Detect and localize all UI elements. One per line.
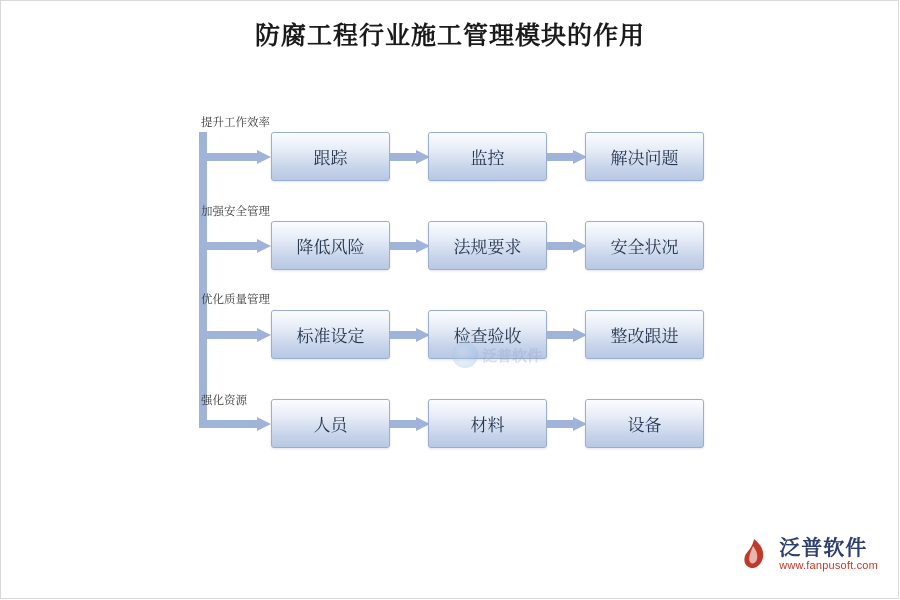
arrow-row1-into-node1 xyxy=(231,150,271,164)
node-row3-col1[interactable]: 标准设定 xyxy=(271,310,390,359)
node-row4-col1[interactable]: 人员 xyxy=(271,399,390,448)
logo-company-url: www.fanpusoft.com xyxy=(779,559,878,572)
row-label-3: 优化质量管理 xyxy=(201,294,270,306)
node-row1-col3[interactable]: 解决问题 xyxy=(585,132,704,181)
logo-mark-icon xyxy=(737,537,771,571)
arrow-row1-2to3 xyxy=(547,150,587,164)
arrow-row2-1to2 xyxy=(390,239,430,253)
node-row4-col2[interactable]: 材料 xyxy=(428,399,547,448)
node-row4-col3[interactable]: 设备 xyxy=(585,399,704,448)
node-row1-col1[interactable]: 跟踪 xyxy=(271,132,390,181)
node-row2-col2[interactable]: 法规要求 xyxy=(428,221,547,270)
node-row2-col3[interactable]: 安全状况 xyxy=(585,221,704,270)
arrow-row3-1to2 xyxy=(390,328,430,342)
row-label-4: 强化资源 xyxy=(201,395,247,407)
node-row2-col1[interactable]: 降低风险 xyxy=(271,221,390,270)
company-logo xyxy=(737,537,878,572)
logo-company-name: 泛普软件 xyxy=(779,536,868,560)
watermark-text: 泛普软件 xyxy=(482,347,543,365)
arrow-row4-into-node1 xyxy=(231,417,271,431)
arrow-row4-2to3 xyxy=(547,417,587,431)
row-label-2: 加强安全管理 xyxy=(201,206,270,218)
arrow-row2-into-node1 xyxy=(231,239,271,253)
center-watermark xyxy=(452,336,572,374)
node-row1-col2[interactable]: 监控 xyxy=(428,132,547,181)
arrow-row2-2to3 xyxy=(547,239,587,253)
trunk-vertical-line xyxy=(199,132,207,428)
node-row3-col2[interactable]: 检查验收 xyxy=(428,310,547,359)
logo-text-block xyxy=(779,537,878,572)
arrow-row1-1to2 xyxy=(390,150,430,164)
arrow-row4-1to2 xyxy=(390,417,430,431)
watermark-mark-icon xyxy=(452,342,478,368)
node-row3-col3[interactable]: 整改跟进 xyxy=(585,310,704,359)
arrow-row3-into-node1 xyxy=(231,328,271,342)
row-label-1: 提升工作效率 xyxy=(201,117,270,129)
page-title: 防腐工程行业施工管理模块的作用 xyxy=(254,22,645,50)
